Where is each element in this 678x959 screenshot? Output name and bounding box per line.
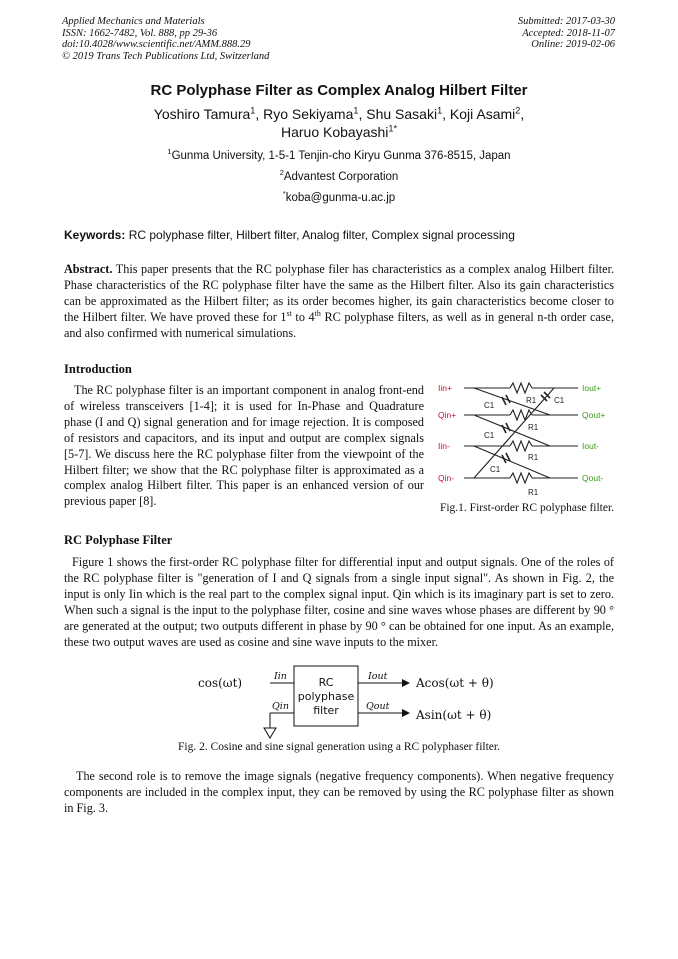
aff2-sup: 2 — [279, 168, 284, 178]
intro-heading: Introduction — [64, 362, 132, 376]
fig1-circuit — [432, 376, 622, 500]
keywords-label: Keywords: — [64, 228, 126, 242]
fig2-box-line1: RC — [318, 676, 334, 689]
fig2-caption: Fig. 2. Cosine and sine signal generation using a RC polyphaser filter. — [178, 741, 500, 753]
abstract-text-3: RC polyphase filters, as well as in general n-th order case, and also confirmed with numerical simulations. — [64, 309, 614, 340]
copyright: © 2019 Trans Tech Publications Ltd, Switzerland — [62, 50, 270, 62]
fig1-label-qout-p: Qout+ — [582, 410, 606, 420]
fig1-c1-b: C1 — [484, 431, 495, 440]
journal-name: Applied Mechanics and Materials — [62, 16, 205, 27]
email — [0, 189, 678, 204]
dates-header — [518, 16, 615, 51]
author-5-sup: 1* — [388, 123, 397, 134]
author-1-sup: 1 — [250, 105, 256, 116]
fig2-box-line3: filter — [313, 704, 339, 717]
keywords-text: RC polyphase filter, Hilbert filter, Analog filter, Complex signal processing — [125, 228, 515, 242]
author-4: , Koji Asami — [442, 106, 516, 122]
affiliation-1 — [0, 147, 678, 162]
author-3-sup: 1 — [437, 105, 443, 116]
fig1-label-qout-m: Qout- — [582, 473, 604, 483]
accepted-date: Accepted: 2018-11-07 — [522, 27, 615, 39]
author-3: , Shu Sasaki — [358, 106, 438, 122]
abstract-sup-2: th — [314, 308, 321, 318]
fig1-c1-a: C1 — [484, 401, 495, 410]
affiliation-2 — [0, 168, 678, 183]
fig2-qin: Qin — [272, 701, 289, 712]
abstract — [64, 262, 614, 342]
fig2-iin: Iin — [274, 671, 287, 682]
doi: doi:10.4028/www.scientific.net/AMM.888.29 — [62, 39, 251, 50]
fig1-r1-b: R1 — [528, 423, 539, 432]
online-date: Online: 2019-02-06 — [531, 39, 615, 50]
abstract-label: Abstract. — [64, 262, 113, 276]
fig2-arrows — [402, 679, 410, 717]
fig2-diagram — [180, 662, 520, 740]
fig2-out2: Asin(ωt + θ) — [416, 708, 492, 722]
abstract-text-2: to 4 — [291, 309, 315, 324]
abstract-text-1: This paper presents that the RC polyphase filer has characteristics as a complex analog Hilbert filter. Phase characteristics of the RC polyphase filter have the same as the Hilbert filter. Also its gain characteristics can be approximated as the Hilbert filter; as its order becomes higher, its gain characteristics become closer to the Hilbert filter. We have proved these for 1 — [64, 262, 614, 324]
fig1-r1-d: R1 — [528, 488, 539, 497]
author-4-comma: , — [520, 106, 525, 122]
fig2-box-line2: polyphase — [297, 690, 355, 703]
fig1-r1-c: R1 — [528, 453, 539, 462]
rc-paragraph: Figure 1 shows the first-order RC polyphase filter for differential input and output signals. One of the roles of the RC polyphase filter is "generation of I and Q signals from a single input signal". As shown in Fig. 2, the input is only Iin which is the real part to the complex signal input. Qin which is its imaginary part is set to zero. When such a signal is the input to the polyphase filter, cosine and sine waves whose phases are different by 90 ° are generated at the output; two outputs different in phase by 90 ° can be obtained for one input. As an example, these two output waves are used as cosine and sine wave inputs to the mixer. — [64, 555, 614, 649]
author-1: Yoshiro Tamura — [153, 106, 251, 122]
intro-paragraph: The RC polyphase filter is an important component in analog front-end of wireless transceivers [1-4]; it is used for In-Phase and Quadrature phase (I and Q) signal generation and for image rejection. It is composed of resistors and capacitors, and its input and output are complex signals [5-7]. We discuss here the RC polyphase filter from the viewpoint of the Hilbert filter; we show that the RC polyphase filter is approximated as a complex analog Hilbert filter. This paper is an enhanced version of our previous paper [8]. — [64, 383, 424, 509]
journal-header — [62, 16, 269, 62]
issn: ISSN: 1662-7482, Vol. 888, pp 29-36 — [62, 27, 218, 39]
aff1-sup: 1 — [167, 147, 172, 157]
author-list — [100, 105, 578, 141]
fig2-input: cos(ωt) — [198, 676, 243, 690]
fig1-label-iout-m: Iout- — [582, 441, 600, 451]
fig1-c1-d: C1 — [554, 396, 565, 405]
fig1-c1-c: C1 — [490, 465, 501, 474]
fig1-r1-a: R1 — [526, 396, 537, 405]
submitted-date: Submitted: 2017-03-30 — [517, 16, 615, 27]
fig1-label-qin-p: Qin+ — [438, 410, 457, 420]
abstract-sup-1: st — [286, 308, 292, 318]
fig1-caption: Fig.1. First-order RC polyphase filter. — [439, 502, 615, 514]
rc-heading: RC Polyphase Filter — [64, 533, 173, 547]
aff2-text: Advantest Corporation — [283, 171, 399, 183]
author-2-sup: 1 — [353, 105, 359, 116]
fig1-label-iout-p: Iout+ — [582, 383, 602, 393]
fig1-label-iin-p: Iin+ — [438, 383, 452, 393]
paper-title: RC Polyphase Filter as Complex Analog Hilbert Filter — [150, 82, 528, 99]
fig2-iout: Iout — [368, 671, 388, 682]
author-4-sup: 2 — [515, 105, 521, 116]
email-sup: * — [282, 189, 286, 199]
second-paragraph: The second role is to remove the image signals (negative frequency components). When negative frequency components are included in the complex input, they can be removed by using the RC polyphase filter as shown in Fig. 3. — [64, 769, 614, 815]
fig2-qout: Qout — [366, 701, 390, 712]
keywords — [64, 228, 515, 242]
author-5: Haruo Kobayashi — [280, 124, 389, 140]
author-2: , Ryo Sekiyama — [255, 106, 354, 122]
aff1-text: Gunma University, 1-5-1 Tenjin-cho Kiryu Gunma 376-8515, Japan — [171, 150, 511, 162]
fig1-label-qin-m: Qin- — [438, 473, 455, 483]
email-text: koba@gunma-u.ac.jp — [285, 192, 396, 204]
fig1-label-iin-m: Iin- — [438, 441, 450, 451]
fig2-out1: Acos(ωt + θ) — [416, 676, 494, 690]
